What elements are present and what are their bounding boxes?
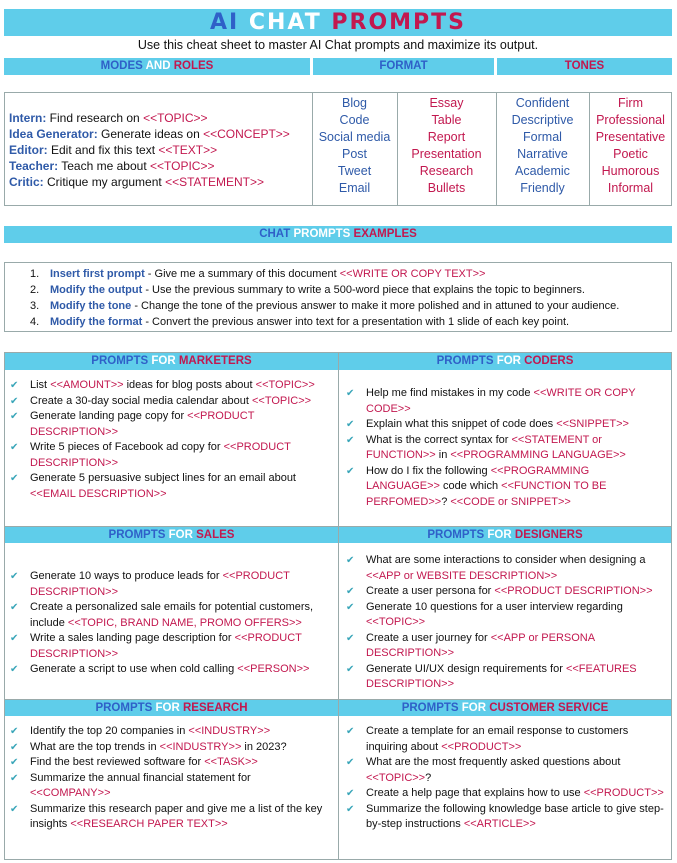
check-icon: ✔ bbox=[10, 395, 19, 407]
check-icon: ✔ bbox=[10, 473, 19, 484]
list-item: ✔ Find the best reviewed software for <<TASK>> bbox=[10, 755, 334, 771]
list-item: ✔ Create a help page that explains how to use <<PRODUCT>> bbox=[346, 786, 668, 802]
mode-row: Critic: Critique my argument <<STATEMENT>> bbox=[9, 175, 264, 189]
check-icon: ✔ bbox=[346, 465, 355, 477]
check-icon: ✔ bbox=[346, 434, 355, 446]
list-item: ✔ What is the correct syntax for <<STATEMENT or FUNCTION>> in <<PROGRAMMING LANGUAGE>> bbox=[346, 433, 626, 461]
marketers-header: PROMPTS FOR MARKETERS bbox=[5, 353, 338, 370]
research-header: PROMPTS FOR RESEARCH bbox=[5, 699, 338, 716]
list-item: ✔ Generate a script to use when cold calling <<PERSON>> bbox=[10, 662, 334, 678]
check-icon: ✔ bbox=[10, 772, 19, 784]
page-title: AI CHAT PROMPTS bbox=[209, 10, 467, 35]
list-item: ✔ Write 5 pieces of Facebook ad copy for <<PRODUCT DESCRIPTION>> bbox=[10, 441, 291, 469]
list-item: ✔ Identify the top 20 companies in <<INDUSTRY>> bbox=[10, 724, 334, 740]
list-item: ✔ Generate 5 persuasive subject lines for an email about <<EMAIL DESCRIPTION>> bbox=[10, 472, 296, 500]
sales-list bbox=[10, 569, 334, 678]
list-item: ✔ Generate UI/UX design requirements for <<FEATURES DESCRIPTION>> bbox=[346, 662, 637, 690]
modes-list bbox=[9, 110, 290, 190]
check-icon: ✔ bbox=[10, 411, 19, 422]
list-item: ✔ Summarize this research paper and give me a list of the key insights <<RESEARCH PAPER TEXT>> bbox=[10, 802, 323, 830]
page-subtitle: Use this cheat sheet to master AI Chat prompts and maximize its output. bbox=[137, 38, 539, 52]
sections-divider bbox=[338, 352, 339, 860]
format-column-2: Essay Table Report Presentation Research Bullets bbox=[411, 96, 482, 195]
list-item: ✔ What are the most frequently asked questions about <<TOPIC>>? bbox=[346, 756, 621, 784]
check-icon: ✔ bbox=[10, 741, 19, 753]
list-item: ✔ Help me find mistakes in my code <<WRITE OR COPY CODE>> bbox=[346, 387, 636, 415]
check-icon: ✔ bbox=[346, 555, 355, 566]
coders-list bbox=[346, 386, 666, 510]
check-icon: ✔ bbox=[10, 633, 19, 644]
check-icon: ✔ bbox=[346, 726, 355, 737]
designers-header: PROMPTS FOR DESIGNERS bbox=[339, 526, 671, 543]
example-item: 4. Modify the format - Convert the previous answer into text for a presentation with 1 slide of each key point. bbox=[30, 316, 570, 328]
customer-service-list bbox=[346, 724, 668, 833]
designers-list bbox=[346, 553, 668, 693]
list-item: ✔ Explain what this snippet of code does <<SNIPPET>> bbox=[346, 417, 666, 433]
list-item: ✔ What are some interactions to consider when designing a <<APP or WEBSITE DESCRIPTION>> bbox=[346, 554, 646, 582]
list-item: ✔ List <<AMOUNT>> ideas for blog posts about <<TOPIC>> bbox=[10, 378, 334, 394]
list-item: ✔ Write a sales landing page description for <<PRODUCT DESCRIPTION>> bbox=[10, 632, 302, 660]
list-item: ✔ What are the top trends in <<INDUSTRY>> in 2023? bbox=[10, 740, 334, 756]
check-icon: ✔ bbox=[10, 726, 19, 737]
list-item: ✔ Create a user persona for <<PRODUCT DESCRIPTION>> bbox=[346, 584, 668, 600]
check-icon: ✔ bbox=[10, 602, 19, 613]
list-item: ✔ Create a 30-day social media calendar about <<TOPIC>> bbox=[10, 394, 334, 410]
example-item: 2. Modify the output - Use the previous summary to write a 500-word piece that explains the topic to beginners. bbox=[30, 284, 585, 296]
format-column-1: Blog Code Social media Post Tweet Email bbox=[318, 96, 391, 195]
mode-row: Teacher: Teach me about <<TOPIC>> bbox=[9, 159, 215, 173]
marketers-list bbox=[10, 378, 334, 502]
check-icon: ✔ bbox=[346, 757, 355, 768]
examples-list bbox=[30, 266, 619, 330]
modes-header: MODES AND ROLES bbox=[4, 58, 310, 75]
example-item: 3. Modify the tone - Change the tone of the previous answer to make it more polished and in attuned to your audience. bbox=[30, 300, 620, 312]
list-item: ✔ Generate landing page copy for <<PRODUCT DESCRIPTION>> bbox=[10, 410, 255, 438]
tones-column-1: Confident Descriptive Formal Narrative Academic Friendly bbox=[511, 96, 574, 195]
check-icon: ✔ bbox=[10, 803, 19, 815]
check-icon: ✔ bbox=[346, 419, 355, 430]
check-icon: ✔ bbox=[346, 586, 355, 597]
list-item: ✔ Create a user journey for <<APP or PERSONA DESCRIPTION>> bbox=[346, 631, 595, 659]
example-item: 1. Insert first prompt - Give me a summary of this document <<WRITE OR COPY TEXT>> bbox=[30, 268, 486, 280]
list-item: ✔ Create a personalized sale emails for potential customers, include <<TOPIC, BRAND NAME, PROMO OFFERS>> bbox=[10, 601, 314, 629]
check-icon: ✔ bbox=[346, 788, 355, 799]
list-item: ✔ Summarize the annual financial statement for <<COMPANY>> bbox=[10, 771, 251, 799]
mode-row: Intern: Find research on <<TOPIC>> bbox=[9, 111, 208, 125]
coders-header: PROMPTS FOR CODERS bbox=[339, 353, 671, 370]
check-icon: ✔ bbox=[10, 571, 19, 582]
check-icon: ✔ bbox=[346, 803, 355, 815]
check-icon: ✔ bbox=[346, 663, 355, 675]
check-icon: ✔ bbox=[346, 601, 355, 613]
mode-row: Editor: Edit and fix this text <<TEXT>> bbox=[9, 143, 218, 157]
list-item: ✔ Create a template for an email response to customers inquiring about <<PRODUCT>> bbox=[346, 725, 629, 753]
list-item: ✔ Generate 10 ways to produce leads for <<PRODUCT DESCRIPTION>> bbox=[10, 570, 290, 598]
examples-header: CHAT PROMPTS EXAMPLES bbox=[4, 226, 672, 243]
format-header: FORMAT bbox=[313, 58, 494, 75]
check-icon: ✔ bbox=[10, 442, 19, 453]
mode-row: Idea Generator: Generate ideas on <<CONCEPT>> bbox=[9, 127, 290, 141]
research-list bbox=[10, 724, 334, 833]
check-icon: ✔ bbox=[10, 757, 19, 768]
tones-header: TONES bbox=[497, 58, 672, 75]
list-item: ✔ Generate 10 questions for a user interview regarding <<TOPIC>> bbox=[346, 600, 623, 628]
check-icon: ✔ bbox=[10, 380, 19, 391]
check-icon: ✔ bbox=[346, 388, 355, 399]
sales-header: PROMPTS FOR SALES bbox=[5, 526, 338, 543]
check-icon: ✔ bbox=[10, 664, 19, 675]
tones-column-2: Firm Professional Presentative Poetic Humorous Informal bbox=[595, 96, 666, 195]
customer-service-header: PROMPTS FOR CUSTOMER SERVICE bbox=[339, 699, 671, 716]
list-item: ✔ Summarize the following knowledge base article to give step-by-step instructions <<ARTICLE>> bbox=[346, 802, 664, 830]
list-item: ✔ How do I fix the following <<PROGRAMMING LANGUAGE>> code which <<FUNCTION TO BE PERFOMED>>? <<CODE or SNIPPET>> bbox=[346, 464, 607, 508]
check-icon: ✔ bbox=[346, 632, 355, 644]
